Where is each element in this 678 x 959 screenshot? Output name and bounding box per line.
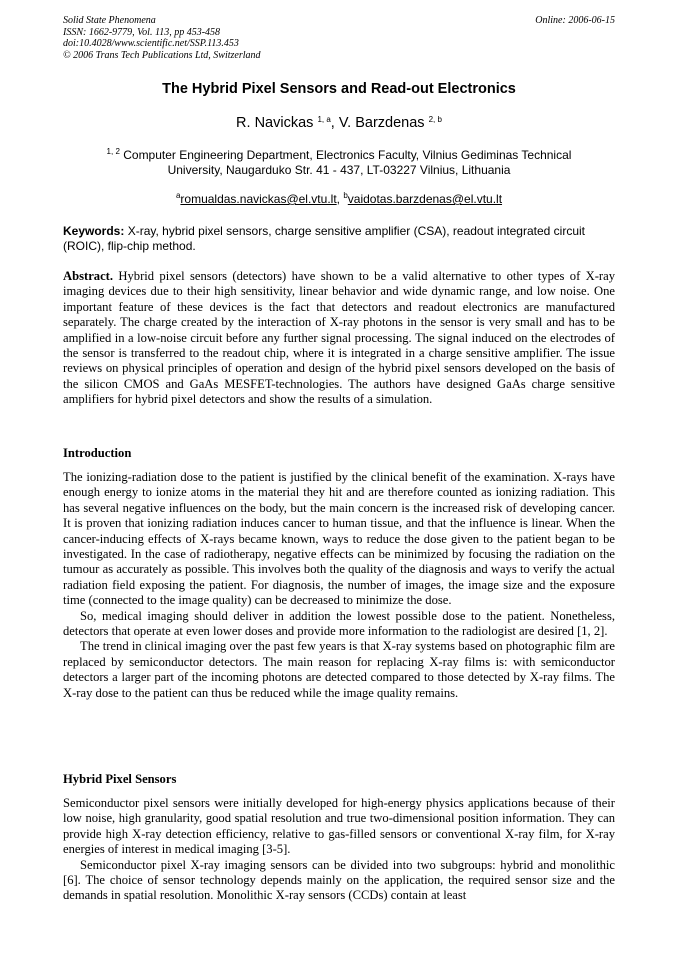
intro-paragraph-2: So, medical imaging should deliver in addition the lowest possible dose to the patient. Nonetheless, detectors that operate at even lower doses and provide more information to the radiologist are desired [1, 2]. xyxy=(63,608,615,639)
copyright-line: © 2006 Trans Tech Publications Ltd, Switzerland xyxy=(63,49,261,61)
online-date: Online: 2006-06-15 xyxy=(535,15,615,26)
paper-title: The Hybrid Pixel Sensors and Read-out Electronics xyxy=(162,81,516,97)
author-emails xyxy=(0,192,678,206)
journal-metadata xyxy=(63,15,261,61)
affiliation-line-2: University, Naugarduko Str. 41 - 437, LT-03227 Vilnius, Lithuania xyxy=(167,163,511,177)
author-2: V. Barzdenas xyxy=(338,115,429,131)
journal-name: Solid State Phenomena xyxy=(63,15,156,26)
author-2-affil: 2, b xyxy=(428,115,442,124)
keywords-text: X-ray, hybrid pixel sensors, charge sensitive amplifier (CSA), readout integrated circuit (ROIC), flip-chip method. xyxy=(63,224,585,253)
author-separator: , xyxy=(330,115,339,131)
email-link-b[interactable]: vaidotas.barzdenas@el.vtu.lt xyxy=(347,192,503,206)
affiliation xyxy=(90,148,588,178)
email-separator: , xyxy=(336,192,344,206)
doi-line: doi:10.4028/www.scientific.net/SSP.113.453 xyxy=(63,38,239,49)
hybrid-paragraph-2: Semiconductor pixel X-ray imaging sensors can be divided into two subgroups: hybrid and monolithic [6]. The choice of sensor technology depends mainly on the application, the required sensor size and the demands in spatial resolution. Monolithic X-ray sensors (CCDs) contain at least xyxy=(63,857,615,903)
email-link-a[interactable]: romualdas.navickas@el.vtu.lt xyxy=(180,192,337,206)
affiliation-sup: 1, 2 xyxy=(106,147,120,156)
email-b-sup: b xyxy=(343,191,348,200)
author-list xyxy=(0,115,678,131)
abstract-text: Hybrid pixel sensors (detectors) have shown to be a valid alternative to other types of X-ray imaging devices due to their high sensitivity, linear behavior and wide dynamic range, and low noise. One important feature of these devices is the fact that detectors and readout electronics are manufactured separately. The charge created by the interaction of X-ray photons in the sensor is very small and has to be amplified in a low-noise circuit before any further signal processing. The signal induced on the electrodes of the sensor is transferred to the readout chip, where it is integrated in a charge sensitive amplifier. The issue reviews on physical principles of operation and design of the hybrid pixel sensors developed on the basis of the silicon CMOS and GaAs MESFET-technologies. The authors have designed GaAs charge sensitive amplifiers for hybrid pixel detectors and show the results of a simulation. xyxy=(63,269,615,407)
issn-line: ISSN: 1662-9779, Vol. 113, pp 453-458 xyxy=(63,26,221,38)
author-1-affil: 1, a xyxy=(317,115,331,124)
abstract xyxy=(63,269,615,408)
abstract-label: Abstract. xyxy=(63,269,114,283)
intro-paragraph-1: The ionizing-radiation dose to the patient is justified by the clinical benefit of the examination. X-rays have enough energy to ionize atoms in the material they hit and are therefore counted as ionizing radiation. This has several negative influences on the body, but the main concern is the increased risk of developing cancer. It is proven that ionizing radiation induces cancer to human tissue, and that the influence is linear. When the cancer-inducing effects of X-rays became known, ways to reduce the dose given to the patient began to be investigated. In the case of radiotherapy, negative effects can be minimized by focusing the radiation on the tumour as accurately as possible. This involves both the quality of the diagnosis and ways to verify the actual radiation field exposing the patient. For diagnosis, the number of images, the image size and the exposure time (connected to the image quality) can be decreased to minimize the dose. xyxy=(63,470,615,608)
introduction-heading: Introduction xyxy=(63,446,132,460)
introduction-body xyxy=(63,470,615,701)
hybrid-paragraph-1: Semiconductor pixel sensors were initially developed for high-energy physics applications because of their low noise, high granularity, good spatial resolution and true two-dimensional position information. They can provide high X-ray detection efficiency, relative to gas-filled sensors or conventional X-ray film, for X-ray energies of interest in medical imaging [3-5]. xyxy=(63,796,615,857)
email-a-sup: a xyxy=(175,191,181,200)
hybrid-sensors-body xyxy=(63,796,615,904)
keywords-label: Keywords: xyxy=(63,224,125,238)
hybrid-sensors-heading: Hybrid Pixel Sensors xyxy=(63,772,177,786)
intro-paragraph-3: The trend in clinical imaging over the past few years is that X-ray systems based on photographic film are replaced by semiconductor detectors. The main reason for replacing X-ray films is: with semiconductor detectors a larger part of the incoming photons are detected compared to those detected by X-ray films. The X-ray dose to the patient can thus be reduced while the image quality remains. xyxy=(63,639,615,700)
affiliation-line-1: Computer Engineering Department, Electronics Faculty, Vilnius Gediminas Technical xyxy=(119,148,572,162)
author-1: R. Navickas xyxy=(236,115,318,131)
keywords xyxy=(63,224,615,254)
